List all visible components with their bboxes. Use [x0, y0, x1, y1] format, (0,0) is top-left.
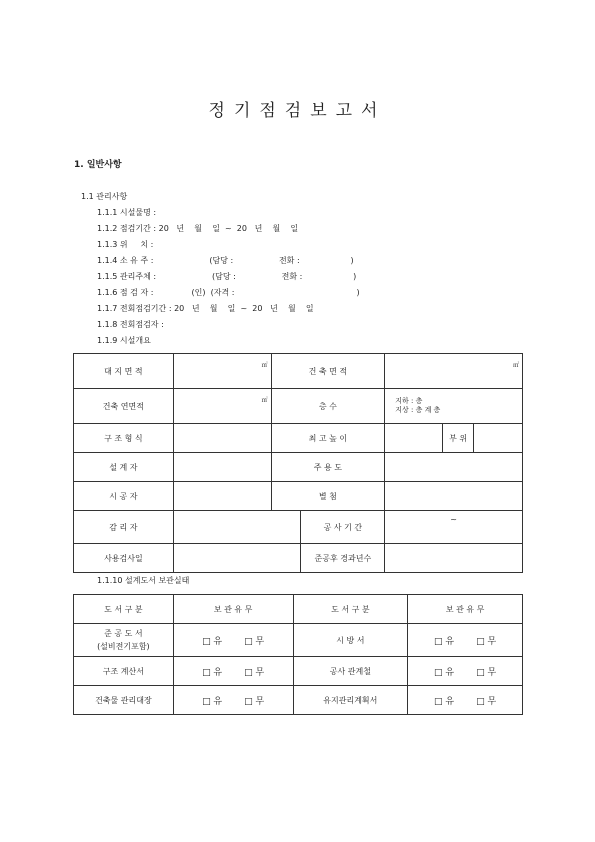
designer-label: 설 계 자	[74, 453, 174, 482]
structural-calc-keep	[173, 657, 293, 686]
construction-period-label: 공 사 기 간	[301, 511, 385, 544]
item-value: :	[161, 320, 164, 329]
maintenance-plan-keep	[408, 686, 523, 715]
item-value: : 20 년 월 일 ~ 20 년 월 일	[168, 304, 314, 313]
yes-checkbox[interactable]: □ 유	[434, 667, 455, 678]
floors-label: 층 수	[271, 389, 385, 424]
management-item	[97, 333, 360, 349]
item-value: :	[150, 240, 154, 249]
floors-value	[385, 389, 523, 424]
section-part-value	[474, 424, 522, 452]
yes-checkbox[interactable]: □ 유	[202, 636, 223, 647]
item-label: 1.1.1 시설물명	[97, 208, 151, 217]
section-part-cell	[443, 424, 523, 453]
item-label: 1.1.3 위 치	[97, 240, 149, 249]
yes-checkbox[interactable]: □ 유	[434, 636, 455, 647]
completion-docs-label	[74, 624, 174, 657]
main-use-label: 주 용 도	[271, 453, 385, 482]
item-label: 1.1.9 시설개요	[97, 336, 151, 345]
building-ledger-keep	[173, 686, 293, 715]
yes-checkbox[interactable]: □ 유	[202, 667, 223, 678]
years-elapsed-label: 준공후 경과년수	[301, 544, 385, 573]
no-checkbox[interactable]: □ 무	[476, 696, 497, 707]
specification-keep	[408, 624, 523, 657]
section-heading: 1. 일반사항	[74, 160, 122, 170]
header-doc-type-2: 도 서 구 분	[293, 595, 408, 624]
item-value: : (인) (자격 : )	[150, 288, 360, 297]
builder-label: 시 공 자	[74, 482, 174, 511]
management-item	[97, 285, 360, 301]
approval-date-label: 사용검사일	[74, 544, 174, 573]
item-label: 1.1.8 전회점검자	[97, 320, 159, 329]
management-item	[97, 237, 360, 253]
approval-date-value	[173, 544, 301, 573]
construction-file-label: 공사 관계철	[293, 657, 408, 686]
site-area-value: ㎡	[173, 354, 271, 389]
management-item	[97, 205, 360, 221]
supervisor-value	[173, 511, 301, 544]
header-doc-type-1: 도 서 구 분	[74, 595, 174, 624]
builder-value	[173, 482, 271, 511]
header-keep-2: 보 관 유 무	[408, 595, 523, 624]
max-height-label: 최 고 높 이	[271, 424, 385, 453]
subsection-heading: 1.1 관리사항	[81, 192, 128, 201]
item-label: 1.1.6 점 검 자	[97, 288, 149, 297]
item-value: : (담당 : 전화 : )	[153, 272, 357, 281]
no-checkbox[interactable]: □ 무	[244, 636, 265, 647]
specification-label: 시 방 서	[293, 624, 408, 657]
report-title: 정기점검보고서	[208, 101, 387, 121]
total-floor-area-label: 건축 연면적	[74, 389, 174, 424]
yes-checkbox[interactable]: □ 유	[202, 696, 223, 707]
floors-aboveground: 지상 : 층 계 층	[395, 406, 441, 414]
annex-value	[385, 482, 523, 511]
item-value: :	[153, 208, 157, 217]
main-use-value	[385, 453, 523, 482]
management-item	[97, 269, 360, 285]
no-checkbox[interactable]: □ 무	[476, 636, 497, 647]
total-floor-area-value: ㎡	[173, 389, 271, 424]
header-keep-1: 보 관 유 무	[173, 595, 293, 624]
structure-label: 구 조 형 식	[74, 424, 174, 453]
completion-docs-note: (설비전기포함)	[97, 642, 150, 651]
building-area-value: ㎡	[385, 354, 523, 389]
completion-docs-title: 준 공 도 서	[104, 629, 143, 638]
maintenance-plan-label: 유지관리계획서	[293, 686, 408, 715]
construction-file-keep	[408, 657, 523, 686]
management-item	[97, 253, 360, 269]
annex-label: 별 첨	[271, 482, 385, 511]
design-docs-table	[73, 594, 523, 715]
no-checkbox[interactable]: □ 무	[244, 696, 265, 707]
no-checkbox[interactable]: □ 무	[244, 667, 265, 678]
management-items	[97, 205, 360, 349]
item-label: 1.1.5 관리주체	[97, 272, 151, 281]
supervisor-label: 감 리 자	[74, 511, 174, 544]
floors-underground: 지하 : 층	[395, 397, 423, 405]
building-ledger-label: 건축물 관리대장	[74, 686, 174, 715]
designer-value	[173, 453, 271, 482]
item-label: 1.1.7 전회점검기간	[97, 304, 167, 313]
construction-period-value: ~	[385, 511, 523, 544]
structure-value	[173, 424, 271, 453]
section-part-label: 부 위	[443, 424, 474, 452]
item-label: 1.1.4 소 유 주	[97, 256, 149, 265]
management-item	[97, 221, 360, 237]
docs-caption: 1.1.10 설계도서 보관실태	[97, 576, 190, 585]
item-value: : 20 년 월 일 ~ 20 년 월 일	[153, 224, 299, 233]
item-value: : (담당 : 전화 : )	[150, 256, 354, 265]
completion-docs-keep	[173, 624, 293, 657]
management-item	[97, 301, 360, 317]
management-item	[97, 317, 360, 333]
facility-overview-table	[73, 353, 523, 573]
yes-checkbox[interactable]: □ 유	[434, 696, 455, 707]
site-area-label: 대 지 면 적	[74, 354, 174, 389]
years-elapsed-value	[385, 544, 523, 573]
structural-calc-label: 구조 계산서	[74, 657, 174, 686]
building-area-label: 건 축 면 적	[271, 354, 385, 389]
item-label: 1.1.2 점검기간	[97, 224, 151, 233]
no-checkbox[interactable]: □ 무	[476, 667, 497, 678]
max-height-value	[385, 424, 443, 453]
